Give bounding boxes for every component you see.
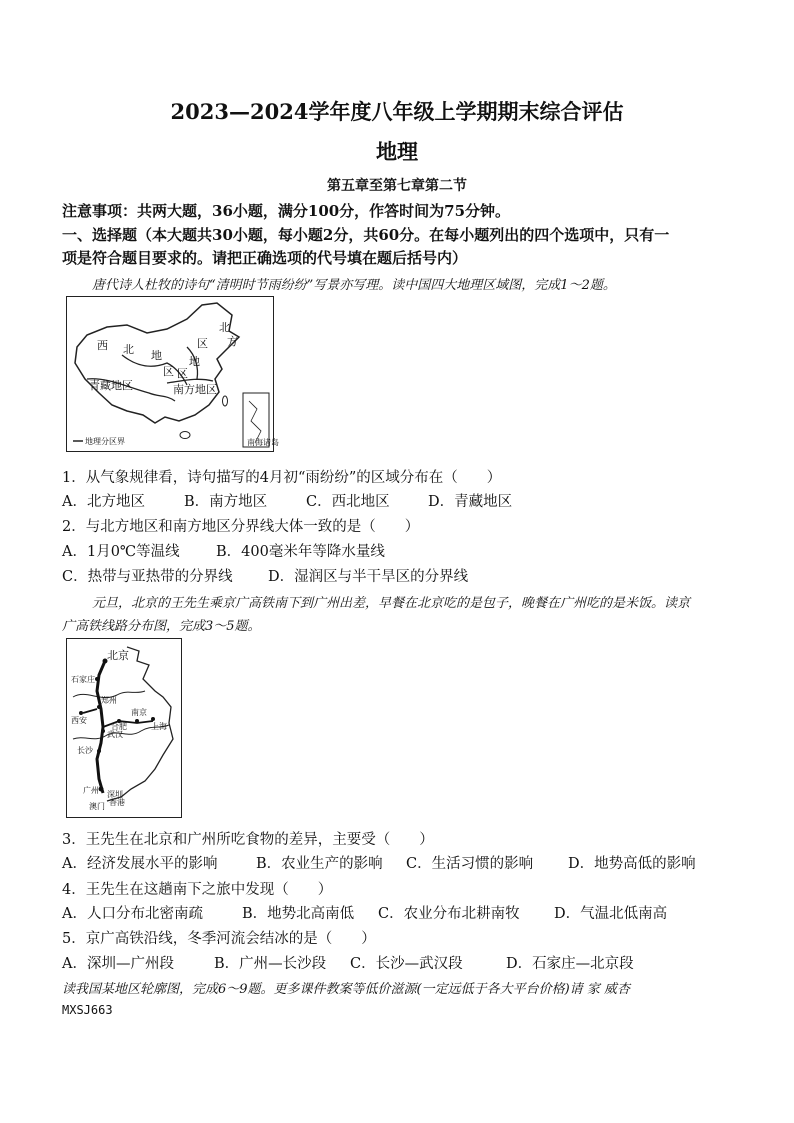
doc-subject: 地理	[376, 139, 418, 164]
q3-option-d: D．地势高低的影响	[568, 856, 696, 872]
q2-option-b: B．400毫米年等降水量线	[216, 544, 385, 560]
q4-stem: 4．王先生在这趟南下之旅中发现（ ）	[62, 882, 333, 898]
city-hongkong: 香港	[109, 798, 125, 807]
section-heading-line2: 项是符合题目要求的。请把正确选项的代号填在题后括号内）	[62, 249, 468, 267]
q2-option-d: D．湿润区与半干旱区的分界线	[268, 569, 469, 585]
q2-stem: 2．与北方地区和南方地区分界线大体一致的是（ ）	[62, 519, 420, 535]
q3-stem: 3．王先生在北京和广州所吃食物的差异，主要受（ ）	[62, 832, 434, 848]
q5-option-d: D．石家庄—北京段	[506, 956, 634, 972]
q4-option-d: D．气温北低南高	[554, 906, 668, 922]
q3-option-b: B．农业生产的影响	[256, 856, 383, 872]
passage-1: 唐代诗人杜牧的诗句“清明时节雨纷纷”写景亦写理。读中国四大地理区域图，完成1～2题。	[92, 278, 616, 293]
map-label-qu3: 区	[177, 367, 188, 380]
q1-option-c: C．西北地区	[306, 494, 390, 510]
q1-option-b: B．南方地区	[184, 494, 268, 510]
q2-option-a: A．1月0℃等温线	[62, 544, 180, 560]
legend-label: 地理分区界	[85, 437, 125, 446]
q2-option-c: C．热带与亚热带的分界线	[62, 569, 233, 585]
inset-label: 南海诸岛	[247, 438, 279, 447]
city-changsha: 长沙	[77, 746, 93, 755]
map-jingguang-railway	[66, 638, 182, 818]
map-label-di: 地	[151, 349, 162, 362]
map-china-regions	[66, 296, 279, 452]
q1-stem: 1．从气象规律看，诗句描写的4月初“雨纷纷”的区域分布在（ ）	[62, 470, 502, 486]
map-label-nanfang: 南方地区	[173, 383, 217, 396]
q5-stem: 5．京广高铁沿线，冬季河流会结冰的是（ ）	[62, 931, 376, 947]
passage-2-line1: 元旦，北京的王先生乘京广高铁南下到广州出差，早餐在北京吃的是包子，晚餐在广州吃的是米饭。读京	[92, 596, 691, 611]
city-nanjing: 南京	[131, 708, 147, 717]
map-label-di2: 地	[189, 355, 200, 368]
map-label-bei2: 北	[219, 321, 230, 334]
passage-2-line2: 广高铁线路分布图，完成3～5题。	[62, 619, 261, 634]
q4-option-b: B．地势北高南低	[242, 906, 355, 922]
city-guangzhou: 广州	[83, 786, 99, 795]
doc-title: 2023—2024学年度八年级上学期期末综合评估	[170, 99, 624, 124]
hainan-island	[180, 432, 190, 439]
q5-option-c: C．长沙—武汉段	[350, 956, 463, 972]
q3-option-c: C．生活习惯的影响	[406, 856, 534, 872]
city-shanghai: 上海	[151, 722, 167, 731]
taiwan-island	[223, 396, 228, 406]
q1-option-a: A．北方地区	[62, 494, 145, 510]
section-heading-line1: 一、选择题（本大题共30小题，每小题2分，共60分。在每小题列出的四个选项中，只有一	[62, 226, 670, 244]
city-wuhan: 武汉	[107, 730, 123, 739]
map-label-xi: 西	[97, 339, 108, 352]
city-shenzhen: 深圳	[107, 790, 123, 799]
footer-line2: MXSJ663	[62, 1003, 113, 1017]
q3-option-a: A．经济发展水平的影响	[62, 856, 218, 872]
notice: 注意事项：共两大题，36小题，满分100分，作答时间为75分钟。	[62, 202, 511, 220]
city-xian: 西安	[71, 716, 87, 725]
q4-option-c: C．农业分布北耕南牧	[378, 906, 520, 922]
city-macau: 澳门	[89, 802, 105, 811]
hsr-west	[83, 709, 97, 713]
city-beijing: 北京	[107, 649, 129, 662]
city-shijiazhuang: 石家庄	[71, 675, 95, 684]
map-label-bei: 北	[123, 343, 134, 356]
footer-line1: 读我国某地区轮廓图，完成6～9题。更多课件教案等低价滋源(一定远低于各大平台价格)请 家 威杏	[62, 982, 630, 997]
q5-option-b: B．广州—长沙段	[214, 956, 327, 972]
doc-scope: 第五章至第七章第二节	[327, 178, 467, 194]
map-label-qu: 区	[163, 365, 174, 378]
map-label-qu2: 区	[197, 337, 208, 350]
q5-option-a: A．深圳—广州段	[62, 956, 174, 972]
city-zhengzhou: 郑州	[101, 696, 117, 705]
city-hefei: 合肥	[111, 722, 127, 731]
china-outline	[75, 303, 239, 423]
q4-option-a: A．人口分布北密南疏	[62, 906, 203, 922]
map-label-fang: 方	[227, 335, 238, 348]
map-label-qingzang: 青藏地区	[89, 379, 133, 392]
q1-option-d: D．青藏地区	[428, 494, 513, 510]
